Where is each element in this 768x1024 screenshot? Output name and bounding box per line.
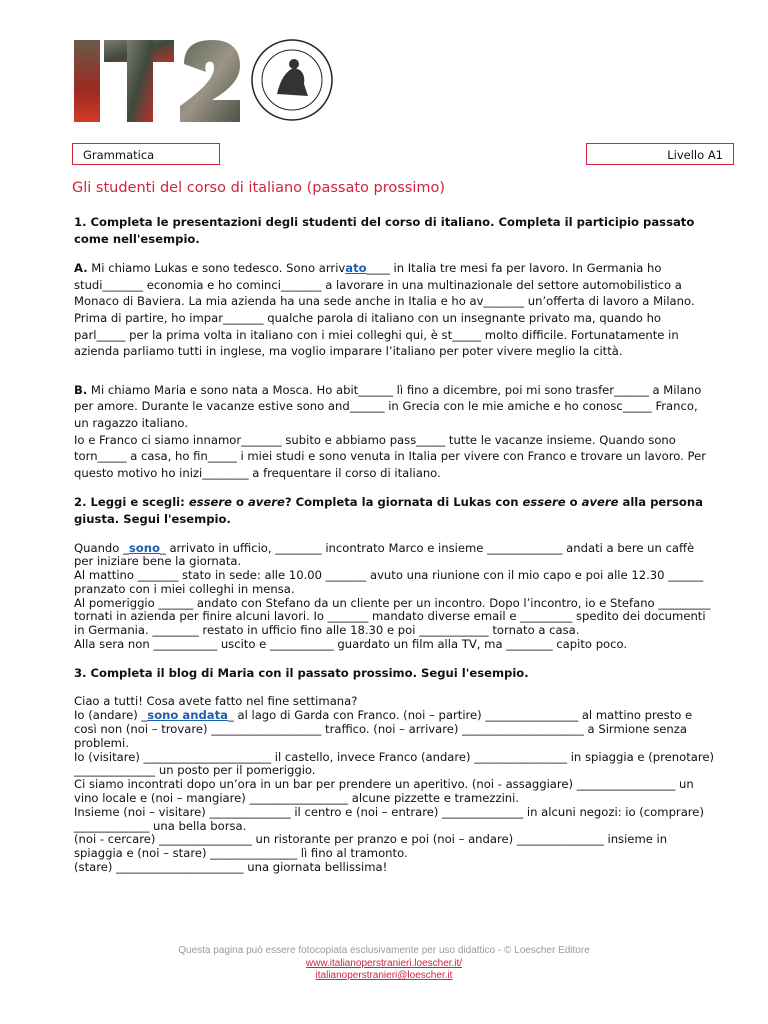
ex2-start: Quando _ [74, 540, 129, 555]
website-link[interactable]: www.italianoperstranieri.loescher.it/ [305, 957, 463, 969]
ex3-line-6: (noi - cercare) ________________ un ristorante per pranzo e poi (noi – andare) _______________ insieme in spiaggia e (noi – stare) _______________ lì fino al tramonto. [74, 832, 668, 861]
example-answer: ato [345, 261, 367, 276]
category-box: Grammatica [72, 143, 220, 165]
q2-part: o [231, 495, 248, 510]
q2-part: alla persona giusta. Segui l'esempio. [74, 495, 703, 526]
q2-part: o [565, 495, 582, 510]
ex3-line-2 [74, 709, 714, 750]
email-link[interactable]: italianoperstranieri@loescher.it [315, 970, 453, 981]
exercise-1-text-b2: Io e Franco ci siamo innamor_______ subito e abbiamo pass_____ tutte le vacanze insieme. Quando sono torn_____ a casa, ho fin_____ i miei studi e sono venuta in Italia per vivere con Franco e trovare un lavoro. Per questo motivo ho inizi________ a frequentare il corso di italiano. [74, 432, 706, 480]
ex2-line-3: Al pomeriggio ______ andato con Stefano da un cliente per un incontro. Dopo l’incontro, io e Stefano _________ tornati in azienda per finire alcuni lavori. Io _______ mandato diverse email e _________ spedito dei documenti in Germania. ________ restato in ufficio fino alle 18.30 e poi ____________ tornato a casa. [74, 595, 711, 638]
loescher-seal-icon [252, 40, 332, 120]
level-box: Livello A1 [586, 143, 734, 165]
exercise-2-text [74, 542, 714, 652]
q2-avere: avere [581, 495, 619, 510]
example-answer: sono [128, 540, 160, 555]
q2-avere: avere [247, 495, 285, 510]
example-answer: sono andata [147, 708, 228, 723]
ex2-line-4: Alla sera non ___________ uscito e ___________ guardato un film alla TV, ma ________ capito poco. [74, 637, 628, 652]
exercise-1-text-b [74, 382, 714, 432]
it2-logo [72, 34, 342, 126]
q2-essere: essere [188, 495, 232, 510]
q2-essere: essere [522, 495, 566, 510]
exercise-2-instruction [74, 494, 714, 527]
exercise-3-instruction: 3. Completa il blog di Maria con il passato prossimo. Segui l'esempio. [74, 665, 529, 680]
exercise-1-text-a [74, 260, 714, 360]
worksheet-content [74, 214, 714, 875]
text-a-rest: ____ in Italia tre mesi fa per lavoro. In Germania ho studi_______ economia e ho cominci_______ a lavorare in una multinazionale del settore automobilistico a Monaco di Baviera. La mia azienda ha una sede anche in Italia e ho av_______ un’offerta di lavoro a Milano. Prima di partire, ho impar_______ qualche parola di italiano con un insegnante privato ma, quando ho parl_____ per la prima volta in italiano con i miei colleghi qui, è st_____ molto difficile. Fortunatamente in azienda parliamo tutti in inglese, ma voglio imparare l’italiano per poter vivere meglio la città. [74, 261, 695, 359]
page-title: Gli studenti del corso di italiano (passato prossimo) [72, 180, 446, 196]
page-footer [0, 945, 768, 983]
ex3-line-3: Io (visitare) ______________________ il castello, invece Franco (andare) ________________ in spiaggia e (prenotare) ______________ un posto per il pomeriggio. [74, 749, 715, 778]
exercise-3-text [74, 695, 714, 874]
ex2-line-1 [74, 542, 714, 570]
ex3-line-1: Ciao a tutti! Cosa avete fatto nel fine settimana? [74, 694, 358, 709]
ex2-rest: _ arrivato in ufficio, ________ incontrato Marco e insieme _____________ andati a bere un caffè per iniziare bene la giornata. [74, 540, 695, 569]
text-a-start: Mi chiamo Lukas e sono tedesco. Sono arriv [87, 261, 346, 276]
ex3-line-7: (stare) ______________________ una giornata bellissima! [74, 860, 388, 875]
ex2-line-2: Al mattino _______ stato in sede: alle 10.00 _______ avuto una riunione con il mio capo e poi alle 12.30 ______ pranzato con i miei colleghi in mensa. [74, 568, 703, 596]
q2-part: ? Completa la giornata di Lukas con [284, 495, 523, 510]
q2-part: 2. Leggi e scegli: [74, 495, 189, 510]
label-a: A. [74, 261, 88, 276]
text-b-start: Mi chiamo Maria e sono nata a Mosca. Ho abit______ lì fino a dicembre, poi mi sono trasfer______ a Milano per amore. Durante le vacanze estive sono and______ in Grecia con le mie amiche e ho conosc_____ Franco, un ragazzo italiano. [74, 382, 702, 430]
ex3-line-4: Ci siamo incontrati dopo un’ora in un bar per prendere un aperitivo. (noi - assaggiare) _________________ un vino locale e (noi – mangiare) _________________ alcune pizzette e tramezzini. [74, 777, 694, 806]
ex3-start: Io (andare) _ [74, 708, 148, 723]
copyright-note: Questa pagina può essere fotocopiata esclusivamente per uso didattico - © Loescher Editore [178, 945, 590, 956]
exercise-1-instruction: 1. Completa le presentazioni degli studenti del corso di italiano. Completa il participio passato come nell'esempio. [74, 215, 695, 246]
ex3-line-5: Insieme (noi – visitare) ______________ il centro e (noi – entrare) ______________ in alcuni negozi: io (comprare) _____________ una bella borsa. [74, 804, 704, 833]
label-b: B. [74, 382, 88, 397]
ex3-rest: _ al lago di Garda con Franco. (noi – partire) ________________ al mattino presto e così non (noi – trovare) ___________________ traffico. (noi – arrivare) _____________________ a Sirmione senza problemi. [74, 708, 693, 750]
